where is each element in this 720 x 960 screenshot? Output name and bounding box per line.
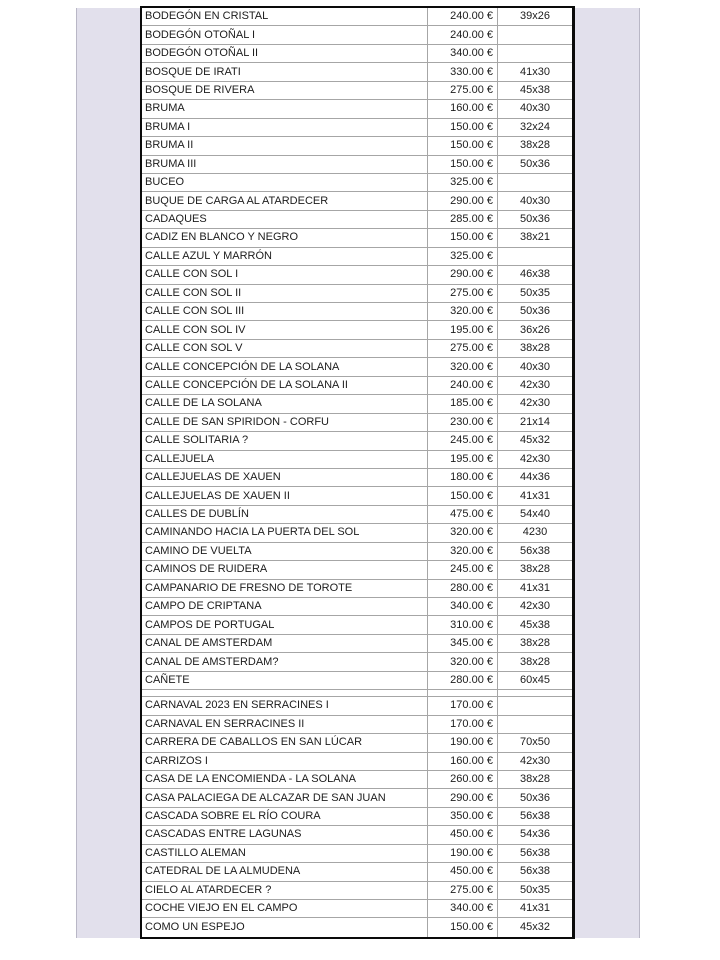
artwork-dims-cell: 56x38 [520, 846, 550, 859]
artwork-dims-cell: 50x36 [520, 213, 550, 226]
artwork-dims-cell: 40x30 [520, 102, 550, 115]
artwork-name-cell: CANAL DE AMSTERDAM? [142, 653, 428, 670]
artwork-name-cell: BRUMA II [142, 137, 428, 154]
artwork-name-cell: CASCADAS ENTRE LAGUNAS [142, 826, 428, 843]
artwork-name-cell: CALLEJUELAS DE XAUEN II [142, 487, 428, 504]
artwork-price-table [140, 6, 575, 939]
table-row [142, 321, 572, 339]
artwork-price-cell: 150.00 € [428, 229, 498, 246]
artwork-name-cell: BODEGÓN OTOÑAL II [142, 45, 428, 62]
artwork-price-cell: 275.00 € [428, 340, 498, 357]
artwork-dims-cell: 60x45 [520, 673, 550, 686]
table-row [142, 580, 572, 598]
table-row [142, 8, 572, 26]
artwork-dims-cell: 56x38 [520, 810, 550, 823]
artwork-price-cell: 260.00 € [428, 771, 498, 788]
table-row [142, 808, 572, 826]
artwork-dims-cell: 21x14 [520, 415, 550, 428]
artwork-dims-cell: 50x35 [520, 883, 550, 896]
artwork-dims-cell: 42x30 [520, 452, 550, 465]
artwork-price-cell: 280.00 € [428, 580, 498, 597]
artwork-price-cell: 190.00 € [428, 845, 498, 862]
artwork-dims-cell: 38x28 [520, 563, 550, 576]
artwork-price-cell: 320.00 € [428, 653, 498, 670]
table-row [142, 789, 572, 807]
artwork-name-cell [142, 690, 428, 696]
artwork-name-cell: CALLE CON SOL I [142, 266, 428, 283]
artwork-price-cell: 340.00 € [428, 900, 498, 917]
table-row [142, 753, 572, 771]
artwork-price-cell: 150.00 € [428, 156, 498, 173]
artwork-name-cell: BRUMA [142, 100, 428, 117]
artwork-name-cell: BRUMA III [142, 156, 428, 173]
artwork-dims-cell: 38x28 [520, 773, 550, 786]
group-spacer-row [142, 690, 572, 697]
artwork-price-cell: 245.00 € [428, 561, 498, 578]
artwork-dims-cell: 36x26 [520, 323, 550, 336]
artwork-name-cell: CALLE AZUL Y MARRÓN [142, 248, 428, 265]
table-row [142, 598, 572, 616]
artwork-price-cell: 190.00 € [428, 734, 498, 751]
artwork-price-cell: 320.00 € [428, 358, 498, 375]
table-row [142, 377, 572, 395]
artwork-dims-cell [498, 697, 572, 714]
table-row [142, 192, 572, 210]
artwork-name-cell: CALLE CON SOL IV [142, 321, 428, 338]
artwork-dims-cell: 50x36 [520, 305, 550, 318]
artwork-name-cell: CALLE DE SAN SPIRIDON - CORFU [142, 414, 428, 431]
artwork-name-cell: BOSQUE DE RIVERA [142, 82, 428, 99]
artwork-price-cell: 285.00 € [428, 211, 498, 228]
table-row [142, 432, 572, 450]
artwork-price-cell: 345.00 € [428, 635, 498, 652]
table-row [142, 137, 572, 155]
table-row [142, 918, 572, 936]
artwork-name-cell: CALLE SOLITARIA ? [142, 432, 428, 449]
artwork-name-cell: BUCEO [142, 174, 428, 191]
artwork-name-cell: CADAQUES [142, 211, 428, 228]
artwork-price-cell: 275.00 € [428, 82, 498, 99]
table-row [142, 469, 572, 487]
artwork-price-cell: 320.00 € [428, 524, 498, 541]
table-row [142, 82, 572, 100]
artwork-name-cell: CAMINO DE VUELTA [142, 543, 428, 560]
artwork-price-cell: 320.00 € [428, 543, 498, 560]
table-row [142, 229, 572, 247]
artwork-dims-cell: 41x31 [520, 902, 550, 915]
artwork-name-cell: CALLE CONCEPCIÓN DE LA SOLANA II [142, 377, 428, 394]
artwork-name-cell: CASA DE LA ENCOMIENDA - LA SOLANA [142, 771, 428, 788]
artwork-dims-cell: 41x31 [520, 581, 550, 594]
artwork-name-cell: CADIZ EN BLANCO Y NEGRO [142, 229, 428, 246]
artwork-price-cell: 240.00 € [428, 377, 498, 394]
artwork-name-cell: CALLE DE LA SOLANA [142, 395, 428, 412]
table-row [142, 524, 572, 542]
artwork-name-cell: CALLES DE DUBLÍN [142, 506, 428, 523]
table-row [142, 616, 572, 634]
artwork-dims-cell: 39x26 [520, 10, 550, 23]
artwork-price-cell: 350.00 € [428, 808, 498, 825]
artwork-price-cell: 150.00 € [428, 487, 498, 504]
artwork-dims-cell: 50x36 [520, 157, 550, 170]
artwork-price-cell: 195.00 € [428, 321, 498, 338]
artwork-price-cell: 340.00 € [428, 45, 498, 62]
artwork-name-cell: CAMINOS DE RUIDERA [142, 561, 428, 578]
artwork-price-cell: 150.00 € [428, 119, 498, 136]
artwork-name-cell: CARRIZOS I [142, 753, 428, 770]
artwork-dims-cell: 42x30 [520, 600, 550, 613]
left-margin-band [76, 8, 140, 938]
table-row [142, 414, 572, 432]
artwork-price-cell: 195.00 € [428, 451, 498, 468]
artwork-dims-cell: 42x30 [520, 378, 550, 391]
artwork-dims-cell: 54x40 [520, 508, 550, 521]
artwork-name-cell: CASA PALACIEGA DE ALCAZAR DE SAN JUAN [142, 789, 428, 806]
artwork-price-cell: 150.00 € [428, 918, 498, 936]
artwork-name-cell: CAÑETE [142, 672, 428, 689]
artwork-name-cell: CAMPANARIO DE FRESNO DE TOROTE [142, 580, 428, 597]
artwork-name-cell: CIELO AL ATARDECER ? [142, 882, 428, 899]
table-row [142, 63, 572, 81]
table-row [142, 561, 572, 579]
artwork-name-cell: CALLE CON SOL II [142, 285, 428, 302]
table-row [142, 845, 572, 863]
artwork-price-cell: 180.00 € [428, 469, 498, 486]
artwork-price-cell: 150.00 € [428, 137, 498, 154]
table-row [142, 45, 572, 63]
artwork-dims-cell: 38x28 [520, 342, 550, 355]
artwork-price-cell: 475.00 € [428, 506, 498, 523]
table-row [142, 248, 572, 266]
table-row [142, 882, 572, 900]
table-row [142, 285, 572, 303]
artwork-price-cell: 325.00 € [428, 248, 498, 265]
table-row [142, 451, 572, 469]
artwork-dims-cell: 45x32 [520, 921, 550, 934]
artwork-name-cell: CARNAVAL 2023 EN SERRACINES I [142, 697, 428, 714]
artwork-price-cell: 185.00 € [428, 395, 498, 412]
artwork-dims-cell: 4230 [522, 526, 548, 539]
artwork-dims-cell: 70x50 [520, 736, 550, 749]
artwork-name-cell: CAMPO DE CRIPTANA [142, 598, 428, 615]
artwork-price-cell [428, 690, 498, 696]
artwork-name-cell: CASTILLO ALEMAN [142, 845, 428, 862]
artwork-dims-cell: 38x28 [520, 655, 550, 668]
artwork-name-cell: COCHE VIEJO EN EL CAMPO [142, 900, 428, 917]
artwork-price-cell: 280.00 € [428, 672, 498, 689]
table-row [142, 303, 572, 321]
table-row [142, 100, 572, 118]
artwork-dims-cell: 56x38 [520, 865, 550, 878]
table-row [142, 543, 572, 561]
artwork-name-cell: BODEGÓN EN CRISTAL [142, 8, 428, 25]
artwork-dims-cell: 38x28 [520, 139, 550, 152]
artwork-name-cell: BRUMA I [142, 119, 428, 136]
table-row [142, 156, 572, 174]
table-row [142, 697, 572, 715]
artwork-dims-cell [498, 174, 572, 191]
table-row [142, 635, 572, 653]
artwork-dims-cell: 41x31 [520, 489, 550, 502]
artwork-price-cell: 275.00 € [428, 285, 498, 302]
table-row [142, 174, 572, 192]
artwork-name-cell: BOSQUE DE IRATI [142, 63, 428, 80]
artwork-name-cell: CANAL DE AMSTERDAM [142, 635, 428, 652]
artwork-dims-cell: 38x28 [520, 637, 550, 650]
artwork-name-cell: CARRERA DE CABALLOS EN SAN LÚCAR [142, 734, 428, 751]
table-row [142, 395, 572, 413]
artwork-dims-cell: 45x38 [520, 618, 550, 631]
artwork-dims-cell: 38x21 [520, 231, 550, 244]
artwork-name-cell: CALLE CONCEPCIÓN DE LA SOLANA [142, 358, 428, 375]
table-row [142, 266, 572, 284]
right-margin-band [575, 8, 640, 938]
artwork-price-cell: 325.00 € [428, 174, 498, 191]
artwork-name-cell: CAMPOS DE PORTUGAL [142, 616, 428, 633]
artwork-dims-cell: 46x38 [520, 268, 550, 281]
artwork-name-cell: BUQUE DE CARGA AL ATARDECER [142, 192, 428, 209]
table-row [142, 340, 572, 358]
artwork-price-cell: 160.00 € [428, 100, 498, 117]
table-row [142, 771, 572, 789]
artwork-price-cell: 340.00 € [428, 598, 498, 615]
artwork-name-cell: CALLEJUELA [142, 451, 428, 468]
artwork-dims-cell [498, 45, 572, 62]
artwork-dims-cell: 50x35 [520, 286, 550, 299]
table-row [142, 672, 572, 690]
artwork-dims-cell: 40x30 [520, 194, 550, 207]
artwork-price-cell: 230.00 € [428, 414, 498, 431]
artwork-price-cell: 450.00 € [428, 863, 498, 880]
artwork-name-cell: CALLE CON SOL III [142, 303, 428, 320]
artwork-dims-cell [498, 716, 572, 733]
artwork-name-cell: CALLEJUELAS DE XAUEN [142, 469, 428, 486]
artwork-dims-cell: 54x36 [520, 828, 550, 841]
artwork-price-cell: 290.00 € [428, 789, 498, 806]
table-row [142, 716, 572, 734]
artwork-dims-cell [498, 26, 572, 43]
artwork-dims-cell: 42x30 [520, 397, 550, 410]
artwork-dims-cell: 42x30 [520, 754, 550, 767]
artwork-name-cell: CALLE CON SOL V [142, 340, 428, 357]
artwork-price-cell: 275.00 € [428, 882, 498, 899]
artwork-price-cell: 240.00 € [428, 8, 498, 25]
artwork-dims-cell: 56x38 [520, 544, 550, 557]
artwork-dims-cell: 40x30 [520, 360, 550, 373]
table-rows-container [142, 8, 572, 937]
artwork-price-cell: 450.00 € [428, 826, 498, 843]
table-row [142, 826, 572, 844]
artwork-dims-cell [498, 690, 572, 696]
table-row [142, 653, 572, 671]
artwork-price-cell: 160.00 € [428, 753, 498, 770]
artwork-price-cell: 290.00 € [428, 266, 498, 283]
artwork-dims-cell: 41x30 [520, 65, 550, 78]
artwork-dims-cell: 50x36 [520, 791, 550, 804]
artwork-dims-cell: 45x32 [520, 434, 550, 447]
artwork-dims-cell: 32x24 [520, 120, 550, 133]
artwork-price-cell: 245.00 € [428, 432, 498, 449]
table-row [142, 211, 572, 229]
artwork-price-cell: 240.00 € [428, 26, 498, 43]
table-row [142, 26, 572, 44]
artwork-dims-cell: 44x36 [520, 471, 550, 484]
table-row [142, 900, 572, 918]
artwork-dims-cell [498, 248, 572, 265]
artwork-price-cell: 170.00 € [428, 716, 498, 733]
artwork-price-cell: 330.00 € [428, 63, 498, 80]
artwork-name-cell: BODEGÓN OTOÑAL I [142, 26, 428, 43]
artwork-price-cell: 290.00 € [428, 192, 498, 209]
artwork-name-cell: CASCADA SOBRE EL RÍO COURA [142, 808, 428, 825]
artwork-price-cell: 170.00 € [428, 697, 498, 714]
artwork-name-cell: COMO UN ESPEJO [142, 918, 428, 936]
table-row [142, 734, 572, 752]
table-row [142, 358, 572, 376]
table-row [142, 119, 572, 137]
artwork-price-cell: 320.00 € [428, 303, 498, 320]
artwork-name-cell: CARNAVAL EN SERRACINES II [142, 716, 428, 733]
table-row [142, 863, 572, 881]
artwork-name-cell: CATEDRAL DE LA ALMUDENA [142, 863, 428, 880]
artwork-dims-cell: 45x38 [520, 83, 550, 96]
table-row [142, 506, 572, 524]
table-row [142, 487, 572, 505]
artwork-price-cell: 310.00 € [428, 616, 498, 633]
artwork-name-cell: CAMINANDO HACIA LA PUERTA DEL SOL [142, 524, 428, 541]
